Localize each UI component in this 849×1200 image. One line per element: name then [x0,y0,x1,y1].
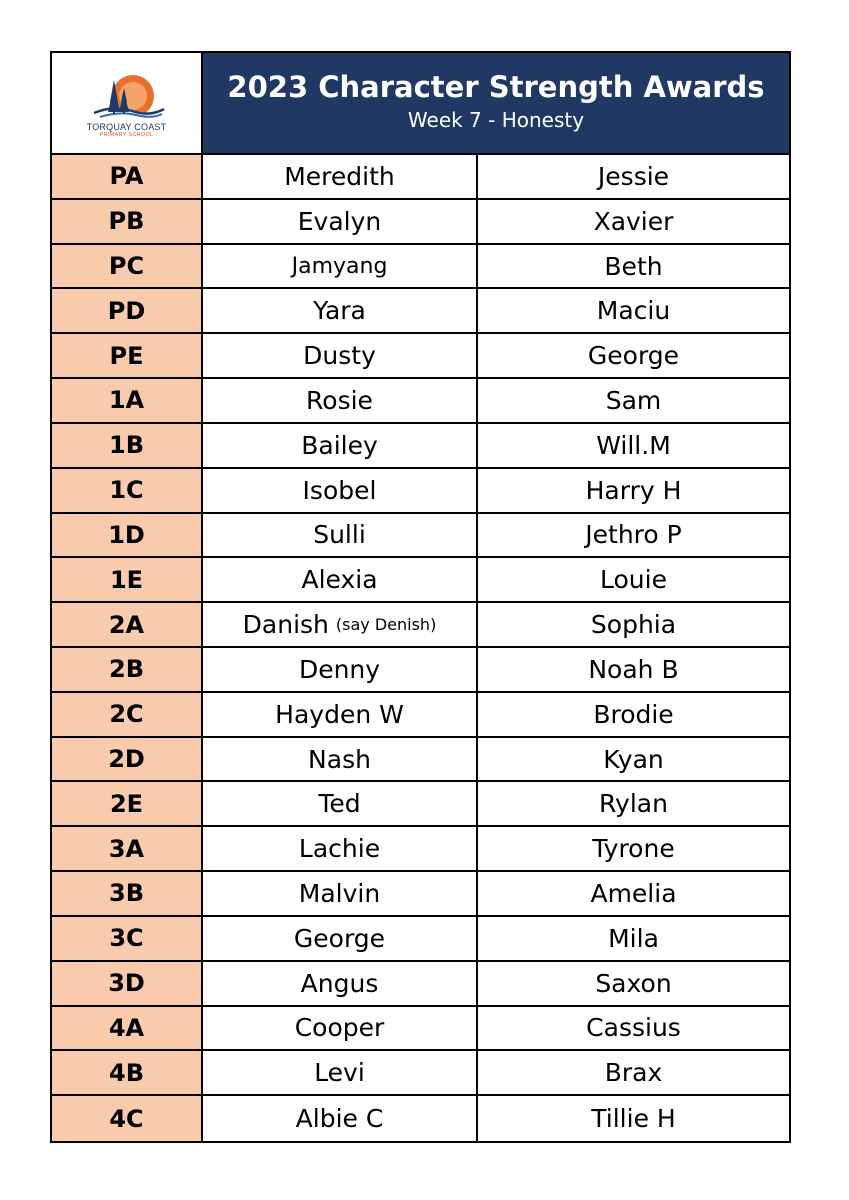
student-name-cell-1 [203,1051,478,1096]
student-name: Ted [318,789,361,819]
student-name-cell-1 [203,603,478,648]
student-name-cell-2: Tyrone [478,827,789,872]
student-name-cell-2: Jessie [478,155,789,200]
student-name: Angus [300,968,379,998]
student-name-cell-2: Brax [478,1051,789,1096]
logo-school-type: PRIMARY SCHOOL [99,131,154,138]
student-name-cell-1 [203,200,478,245]
student-name: Nash [308,744,371,774]
student-name-cell-1 [203,1007,478,1052]
class-code-cell: 4B [52,1051,203,1096]
student-name-cell-2: Kyan [478,738,789,783]
student-name-cell-2: Amelia [478,872,789,917]
class-code-cell: 2E [52,782,203,827]
student-name: Sulli [313,520,366,550]
class-code-cell: 1A [52,379,203,424]
class-code-cell: 3C [52,917,203,962]
student-name-cell-1 [203,962,478,1007]
student-name: Alexia [301,565,378,595]
student-name-cell-1 [203,424,478,469]
student-name-cell-2: Will.M [478,424,789,469]
student-name-cell-1 [203,155,478,200]
student-name-cell-2: Harry H [478,469,789,514]
header-banner [203,53,789,155]
student-name-cell-2: Sophia [478,603,789,648]
student-name-cell-2: Maciu [478,289,789,334]
student-name: Malvin [298,878,381,908]
class-code-cell: PD [52,289,203,334]
student-name: Denny [298,654,381,684]
class-code-cell: 3B [52,872,203,917]
student-name: Dusty [303,341,376,371]
student-name-cell-2: Rylan [478,782,789,827]
student-name-cell-2: Sam [478,379,789,424]
class-code-cell: 3A [52,827,203,872]
student-name: Yara [313,296,366,326]
class-code-cell: 3D [52,962,203,1007]
student-name: Levi [314,1058,365,1088]
student-name-cell-1 [203,334,478,379]
student-name-cell-2: Noah B [478,648,789,693]
student-name-cell-2: Cassius [478,1007,789,1052]
class-code-cell: 1E [52,558,203,603]
class-code-cell: 4C [52,1096,203,1141]
student-name-cell-2: Tillie H [591,1104,676,1134]
pronunciation-note: (say Denish) [335,615,437,635]
class-code-cell: 2A [52,603,203,648]
student-name-cell-2: Brodie [478,693,789,738]
student-name: Albie C [295,1104,384,1134]
school-logo [86,72,168,139]
student-name-cell-1 [203,738,478,783]
class-code-cell: 1B [52,424,203,469]
page-title: 2023 Character Strength Awards [227,70,765,104]
student-name-cell-2: Jethro P [478,514,789,559]
student-name-cell-1 [203,648,478,693]
logo-school-name: TORQUAY COAST [86,121,167,132]
student-name: Isobel [302,475,377,505]
class-code-cell: PA [52,155,203,200]
student-name: Bailey [301,430,378,460]
student-name: George [293,923,386,953]
class-code-cell: 4A [52,1007,203,1052]
student-name-cell-1 [203,1096,478,1141]
student-name-cell-1 [203,558,478,603]
student-name-cell-1 [203,872,478,917]
student-name: Lachie [298,834,381,864]
student-name: Rosie [306,385,373,415]
class-code-cell: 1D [52,514,203,559]
student-name-cell-1 [203,469,478,514]
student-name-cell-1 [203,514,478,559]
student-name-cell-2: Beth [478,245,789,290]
student-name: Meredith [284,161,395,191]
student-name-cell-1 [203,693,478,738]
class-code-cell: PC [52,245,203,290]
class-code-cell: PE [52,334,203,379]
student-name-cell-1 [203,782,478,827]
student-name-cell-1 [203,379,478,424]
student-name-cell-2: George [478,334,789,379]
class-code-cell: PB [52,200,203,245]
student-name: Cooper [294,1013,385,1043]
student-name-cell-2: Mila [478,917,789,962]
page-subtitle: Week 7 - Honesty [407,108,585,132]
student-name-cell-1 [203,917,478,962]
student-name-cell-1 [203,827,478,872]
student-name: Danish [242,610,329,640]
student-name-cell-1 [203,245,478,290]
student-name-cell-2: Louie [478,558,789,603]
student-name-cell-2: Saxon [478,962,789,1007]
student-name: Evalyn [297,206,382,236]
student-name: Hayden W [275,699,404,729]
awards-table [50,51,791,1143]
student-name-cell-1 [203,289,478,334]
school-logo-cell [52,53,203,155]
class-code-cell: 2C [52,693,203,738]
class-code-cell: 2D [52,738,203,783]
school-logo-emblem-icon [86,72,168,122]
class-code-cell: 2B [52,648,203,693]
student-name: Jamyang [291,253,388,279]
class-code-cell: 1C [52,469,203,514]
student-name-cell-2: Xavier [478,200,789,245]
